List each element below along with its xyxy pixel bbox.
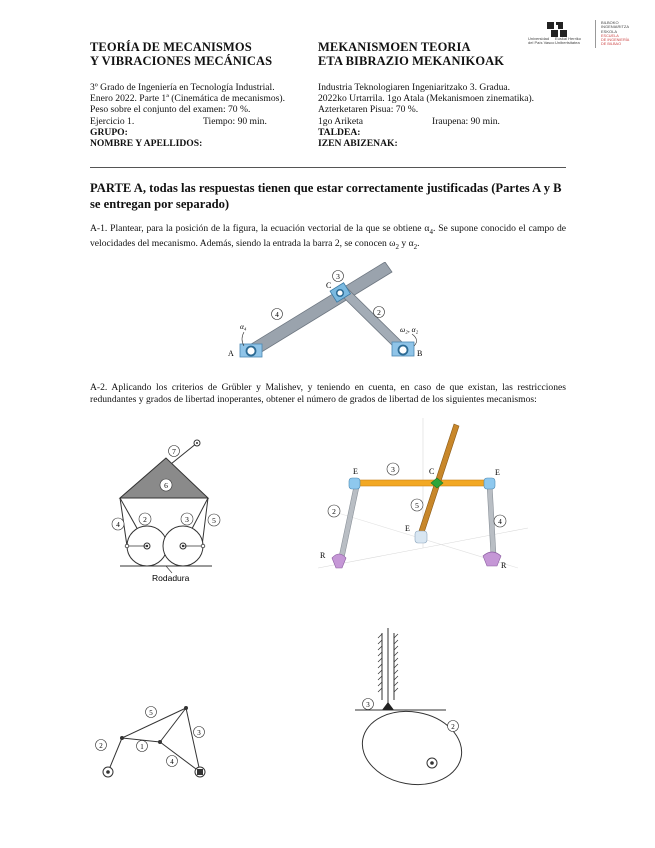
right-exercise: 1go Ariketa (318, 115, 364, 127)
header-right-title (318, 40, 504, 68)
a1-text-1: A-1. Plantear, para la posición de la figura, la ecuación vectorial de la que se obtiene α (90, 223, 430, 234)
a1-sub-2: 2 (395, 243, 399, 252)
left-time: Tiempo: 90 min. (203, 115, 267, 127)
label-2: 2 (377, 308, 381, 317)
logo-divider (595, 20, 596, 48)
m1-label-7: 7 (172, 447, 176, 456)
joint-c-icon (337, 290, 344, 297)
left-info-line2: Enero 2022. Parte 1ª (Cinemática de mecanismos). (90, 93, 285, 105)
logo-school-es (601, 34, 629, 47)
m2-label-e3: E (405, 524, 410, 533)
label-4: 4 (275, 310, 279, 319)
header-left-title-line2: Y VIBRACIONES MECÁNICAS (90, 54, 273, 68)
figure-mechanism-2 (318, 418, 528, 588)
header-divider (90, 167, 566, 168)
m2-label-4: 4 (498, 517, 502, 526)
logo-upv-line1: Universidad (528, 36, 550, 41)
label-alpha4: α₄ (240, 322, 247, 331)
logo-school-eu-1: BILBOKO (601, 20, 619, 25)
header-left-title-line1: TEORÍA DE MECANISMOS (90, 40, 252, 54)
left-group-label: GRUPO: (90, 126, 128, 138)
m2-label-c: C (429, 467, 435, 476)
m1-label-2: 2 (143, 515, 147, 524)
m1-label-3: 3 (185, 515, 189, 524)
logo-school-es-1: ESCUELA (601, 34, 619, 38)
university-logo (528, 20, 653, 50)
m1-label-rodadura: Rodadura (152, 573, 190, 583)
m3-label-3: 3 (197, 729, 201, 737)
question-a2: A-2. Aplicando los criterios de Grübler y Malishev, y teniendo en cuenta, en caso de que existan, las restricciones redundantes y grados de libertad inoperantes, obtener el número de grados de libertad de los siguientes mecanismos: (90, 382, 566, 406)
label-a: A (228, 349, 234, 358)
a1-text-2: . Se supone conocido el campo de velocidades del mecanismo. Además, siendo la entrada la barra 2, se conocen ω (90, 223, 566, 250)
right-name-label: IZEN ABIZENAK: (318, 138, 398, 149)
m3-label-2: 2 (99, 742, 103, 750)
label-c: C (326, 281, 332, 290)
m2-label-e2: E (495, 468, 500, 477)
right-info-line1: Industria Teknologiaren Ingeniaritzako 3. Gradua. (318, 82, 511, 93)
figure-mechanism-4 (350, 628, 470, 798)
question-a1 (90, 223, 566, 254)
m3-label-4: 4 (170, 758, 174, 766)
header-left-info (90, 82, 285, 149)
m2-label-r1: R (320, 551, 326, 560)
m2-label-3: 3 (391, 465, 395, 474)
m4-label-3: 3 (366, 701, 370, 709)
left-info-line3: Peso sobre el conjunto del examen: 70 %. (90, 104, 251, 116)
logo-school-eu-3: ESKOLA (601, 28, 618, 34)
figure-mechanism-1 (100, 428, 225, 588)
figure-mechanism-3 (88, 700, 218, 782)
header-right-title-line1: MEKANISMOEN TEORIA (318, 40, 471, 54)
m1-label-6: 6 (164, 481, 168, 490)
m2-label-e1: E (353, 467, 358, 476)
logo-school-eu-2: INGENIARITZA (601, 24, 630, 30)
logo-upv-line2: del País Vasco (528, 40, 555, 46)
m2-label-2: 2 (332, 507, 336, 516)
logo-ehu-line1: Euskal Herriko (555, 36, 582, 41)
right-group-label: TALDEA: (318, 126, 361, 138)
m3-label-1: 1 (140, 743, 144, 751)
logo-school-es-3: DE BILBAO (601, 42, 622, 47)
header-right-info (318, 82, 534, 149)
a1-text-3: y α (398, 238, 414, 250)
label-omega-alpha2: ω₂, α₂ (400, 325, 419, 334)
logo-ehu-line2: Unibertsitatea (555, 40, 580, 46)
m2-label-5: 5 (415, 501, 419, 510)
label-3: 3 (336, 272, 340, 281)
logo-school-es-2: DE INGENIERÍA (601, 38, 630, 43)
m4-label-2: 2 (451, 723, 455, 731)
header-left-title (90, 40, 272, 68)
logo-ehu-text (555, 37, 581, 46)
a1-sub-3: 2 (413, 243, 418, 252)
a1-text-4: . (417, 238, 420, 250)
left-exercise: Ejercicio 1. (90, 115, 135, 127)
right-info-line3: Azterketaren Pisua: 70 %. (318, 104, 419, 116)
figure-a1-linkage (220, 262, 440, 367)
bar-4 (248, 262, 392, 356)
left-name-label: NOMBRE Y APELLIDOS: (90, 138, 203, 149)
right-info-line2: 2022ko Urtarrila. 1go Atala (Mekanismoen zinematika). (318, 93, 535, 105)
right-time: Iraupena: 90 min. (432, 115, 500, 127)
left-info-line1: 3º Grado de Ingeniería en Tecnología Industrial. (90, 82, 275, 93)
m3-label-5: 5 (149, 709, 153, 717)
parte-a-title: PARTE A, todas las respuestas tienen que estar correctamente justificadas (Partes A y B se entregan por separado) (90, 181, 562, 211)
pivot-a-icon (247, 347, 256, 356)
m1-label-4: 4 (116, 520, 120, 529)
label-b: B (417, 349, 423, 358)
logo-school-eu (601, 21, 629, 34)
m2-label-r2: R (501, 561, 507, 570)
pivot-b-icon (399, 346, 408, 355)
logo-upv-text (528, 37, 554, 46)
a1-sub-1: 4 (429, 227, 433, 236)
header-right-title-line2: ETA BIBRAZIO MEKANIKOAK (318, 54, 505, 68)
m1-label-5: 5 (212, 516, 216, 525)
